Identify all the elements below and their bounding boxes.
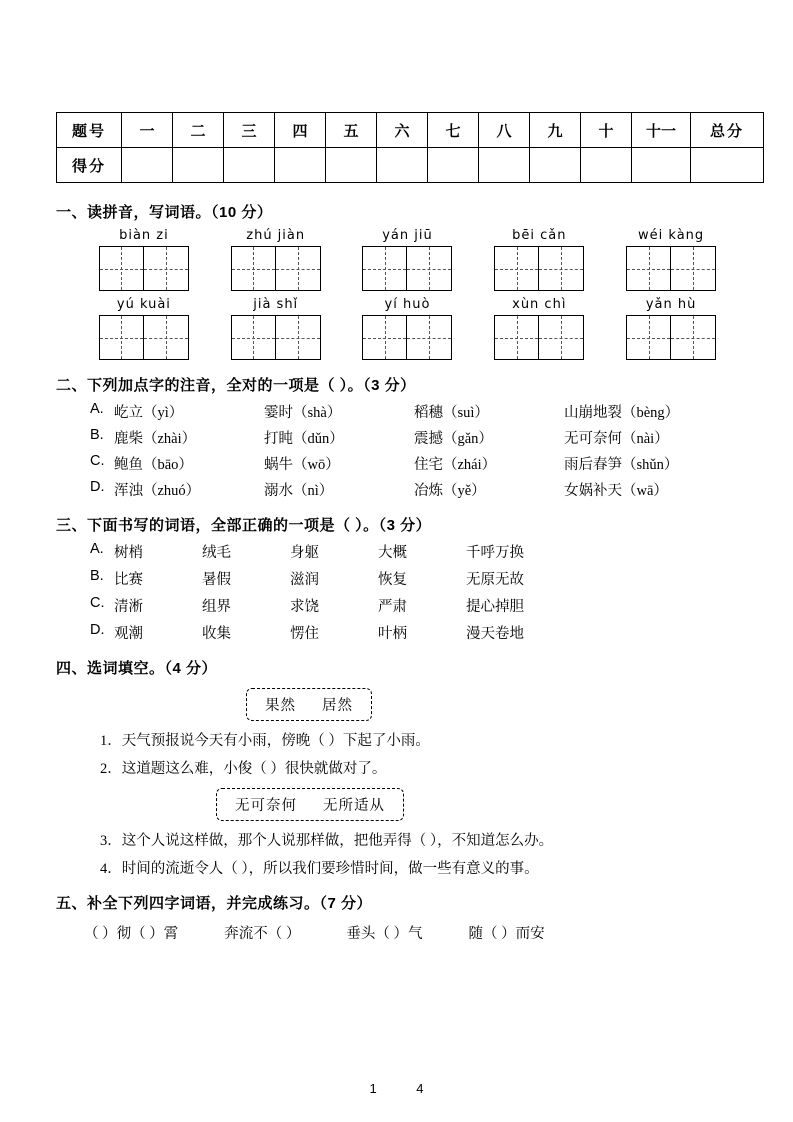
word-item: 叶柄 (378, 626, 407, 642)
score-table-col-10: 十 (581, 113, 632, 148)
pinyin-text: yí huò (384, 297, 431, 312)
option-item: 鲍鱼（bāo） (114, 457, 193, 473)
score-table-col-5: 五 (326, 113, 377, 148)
tianzige-box[interactable] (231, 246, 321, 291)
idiom-item[interactable]: 奔流不（ ） (224, 926, 301, 942)
section-1-title: 一、读拼音，写词语。（10 分） (56, 204, 273, 221)
bank-word: 居然 (322, 698, 353, 714)
score-table-col-4: 四 (275, 113, 326, 148)
word-option-d[interactable] (56, 622, 737, 643)
option-item: 住宅（zhái） (414, 457, 497, 473)
score-table-col-9: 九 (530, 113, 581, 148)
score-cell-3[interactable] (224, 148, 275, 183)
tianzige-box[interactable] (231, 315, 321, 360)
pinyin-text: yǎn hù (645, 297, 697, 312)
score-table-col-total: 总分 (691, 113, 764, 148)
pinyin-item (605, 228, 737, 291)
word-bank-2 (216, 788, 404, 821)
score-table-col-8: 八 (479, 113, 530, 148)
idiom-item[interactable]: 随（ ）而安 (468, 926, 545, 942)
fill-question-4[interactable]: 4．时间的流逝令人（ ），所以我们要珍惜时间，做一些有意义的事。 (100, 861, 539, 877)
score-cell-5[interactable] (326, 148, 377, 183)
word-item: 严肃 (378, 599, 407, 615)
pinyin-text: zhú jiàn (246, 228, 306, 243)
score-cell-1[interactable] (122, 148, 173, 183)
word-item: 滋润 (290, 572, 319, 588)
score-cell-4[interactable] (275, 148, 326, 183)
score-cell-10[interactable] (581, 148, 632, 183)
score-table-col-1: 一 (122, 113, 173, 148)
table-row-header (57, 113, 764, 148)
score-cell-8[interactable] (479, 148, 530, 183)
page-footer: 1 4 (369, 1081, 442, 1096)
idiom-list (56, 922, 737, 943)
score-table-row-label-score: 得分 (57, 148, 122, 183)
word-item: 愣住 (290, 626, 319, 642)
option-item: 女娲补天（wā） (564, 483, 668, 499)
bank-word: 果然 (265, 698, 296, 714)
word-item: 千呼万换 (466, 545, 524, 561)
tianzige-box[interactable] (362, 246, 452, 291)
option-label: C. (90, 453, 105, 469)
score-table-col-3: 三 (224, 113, 275, 148)
option-label: B. (90, 427, 104, 443)
score-table-col-7: 七 (428, 113, 479, 148)
pinyin-text: bēi cǎn (512, 228, 567, 243)
option-item: 鹿柴（zhài） (114, 431, 197, 447)
tianzige-box[interactable] (362, 315, 452, 360)
pinyin-item (605, 297, 737, 360)
tianzige-box[interactable] (99, 246, 189, 291)
fill-question-3[interactable]: 3．这个人说这样做，那个人说那样做，把他弄得（ ），不知道怎么办。 (100, 833, 554, 849)
pinyin-text: jià shǐ (253, 297, 299, 312)
word-item: 求饶 (290, 599, 319, 615)
pinyin-item (78, 297, 210, 360)
word-item: 漫天卷地 (466, 626, 524, 642)
pinyin-item (210, 228, 342, 291)
option-item: 屹立（yì） (114, 405, 184, 421)
score-table-col-2: 二 (173, 113, 224, 148)
score-table-row-label-title: 题号 (57, 113, 122, 148)
tianzige-box[interactable] (494, 315, 584, 360)
option-label: D. (90, 622, 105, 638)
word-item: 比赛 (114, 572, 143, 588)
table-row-scores (57, 148, 764, 183)
choice-option-d[interactable] (56, 479, 737, 500)
fill-question-1[interactable]: 1．天气预报说今天有小雨，傍晚（ ）下起了小雨。 (100, 733, 430, 749)
tianzige-box[interactable] (494, 246, 584, 291)
word-item: 绒毛 (202, 545, 231, 561)
option-label: C. (90, 595, 105, 611)
section-2-title: 二、下列加点字的注音，全对的一项是（ ）。（3 分） (56, 377, 416, 394)
pinyin-item (78, 228, 210, 291)
word-bank-1-container (56, 688, 737, 721)
score-cell-2[interactable] (173, 148, 224, 183)
option-label: B. (90, 568, 104, 584)
option-item: 震撼（gǎn） (414, 431, 493, 447)
option-item: 无可奈何（nài） (564, 431, 669, 447)
score-cell-6[interactable] (377, 148, 428, 183)
option-item: 山崩地裂（bèng） (564, 405, 680, 421)
tianzige-box[interactable] (99, 315, 189, 360)
pinyin-item (473, 228, 605, 291)
option-item: 溺水（nì） (264, 483, 334, 499)
pinyin-text: yú kuài (116, 297, 171, 312)
option-item: 打盹（dǔn） (264, 431, 344, 447)
pinyin-grid-row-1 (56, 228, 737, 291)
word-item: 身躯 (290, 545, 319, 561)
option-label: A. (90, 541, 104, 557)
choice-option-a[interactable] (56, 401, 737, 422)
option-item: 冶炼（yě） (414, 483, 486, 499)
score-cell-7[interactable] (428, 148, 479, 183)
word-bank-1 (246, 688, 372, 721)
word-bank-2-container (56, 788, 737, 821)
word-item: 组界 (202, 599, 231, 615)
pinyin-item (342, 228, 474, 291)
score-table-col-11: 十一 (632, 113, 691, 148)
score-table (56, 112, 764, 183)
bank-word: 无可奈何 (235, 798, 297, 814)
word-item: 提心掉胆 (466, 599, 524, 615)
idiom-item[interactable]: 垂头（ ）气 (346, 926, 423, 942)
fill-question-2[interactable]: 2．这道题这么难，小俊（ ）很快就做对了。 (100, 761, 387, 777)
idiom-item[interactable]: （ ）彻（ ）霄 (84, 926, 179, 942)
pinyin-text: wéi kàng (638, 228, 705, 243)
score-table-col-6: 六 (377, 113, 428, 148)
word-item: 暑假 (202, 572, 231, 588)
option-label: A. (90, 401, 104, 417)
word-item: 无原无故 (466, 572, 524, 588)
bank-word: 无所适从 (323, 798, 385, 814)
option-item: 稻穗（suì） (414, 405, 489, 421)
word-item: 恢复 (378, 572, 407, 588)
score-table-container (56, 0, 744, 183)
word-item: 大概 (378, 545, 407, 561)
tianzige-box[interactable] (626, 315, 716, 360)
pinyin-item (210, 297, 342, 360)
word-option-c[interactable] (56, 595, 737, 616)
section-5-title: 五、补全下列四字词语，并完成练习。（7 分） (56, 895, 373, 912)
pinyin-text: biàn zi (119, 228, 169, 243)
section-4-title: 四、选词填空。（4 分） (56, 660, 218, 677)
word-item: 清淅 (114, 599, 143, 615)
choice-option-c[interactable] (56, 453, 737, 474)
score-cell-9[interactable] (530, 148, 581, 183)
option-item: 霎时（shà） (264, 405, 342, 421)
word-item: 收集 (202, 626, 231, 642)
tianzige-box[interactable] (626, 246, 716, 291)
option-item: 雨后春笋（shǔn） (564, 457, 679, 473)
pinyin-text: yán jiū (382, 228, 433, 243)
pinyin-item (473, 297, 605, 360)
section-3-title: 三、下面书写的词语，全部正确的一项是（ ）。（3 分） (56, 517, 432, 534)
word-option-a[interactable] (56, 541, 737, 562)
option-label: D. (90, 479, 105, 495)
option-item: 蜗牛（wō） (264, 457, 340, 473)
pinyin-text: xùn chì (512, 297, 567, 312)
score-cell-total[interactable] (691, 148, 764, 183)
pinyin-item (342, 297, 474, 360)
score-cell-11[interactable] (632, 148, 691, 183)
choice-option-b[interactable] (56, 427, 737, 448)
pinyin-grid-row-2 (56, 297, 737, 360)
word-item: 树梢 (114, 545, 143, 561)
word-option-b[interactable] (56, 568, 737, 589)
option-item: 浑浊（zhuó） (114, 483, 201, 499)
word-item: 观潮 (114, 626, 143, 642)
